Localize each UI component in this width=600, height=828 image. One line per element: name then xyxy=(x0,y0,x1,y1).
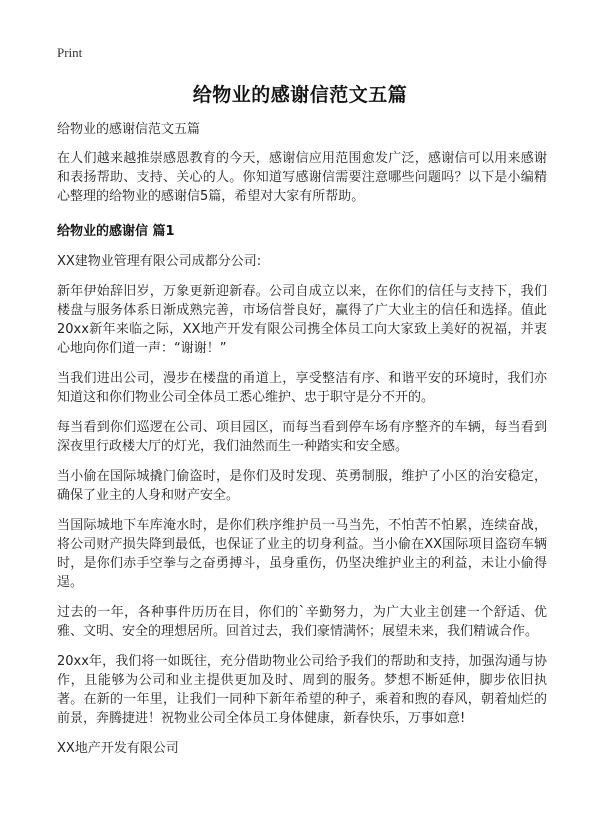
letter-paragraph: 当我们进出公司，漫步在楼盘的甬道上，享受整洁有序、和谐平安的环境时，我们亦知道这和你们物业公司全体员工悉心维护、忠于职守是分不开的。 xyxy=(57,371,547,405)
letter-paragraph: 20xx年，我们将一如既往，充分借助物业公司给予我们的帮助和支持，加强沟通与协作，且能够为公司和业主提供更加及时、周到的服务。梦想不断延伸，脚步依旧执著。在新的一年里，让我们一同种下新年希望的种子，乘着和煦的春风，朝着灿烂的前景，奔腾捷进！祝物业公司全体员工身体健康，新春快乐，万事如意! xyxy=(57,654,547,726)
section-heading: 给物业的感谢信 篇1 xyxy=(57,224,175,239)
letter-signature: XX地产开发有限公司 xyxy=(57,741,179,756)
article-body xyxy=(57,120,547,769)
intro-paragraph: 在人们越来越推崇感恩教育的今天，感谢信应用范围愈发广泛，感谢信可以用来感谢和表扬帮助、支持、关心的人。你知道写感谢信需要注意哪些问题吗？以下是小编精心整理的给物业的感谢信5篇，希望对大家有所帮助。 xyxy=(57,151,547,204)
page-title: 给物业的感谢信范文五篇 xyxy=(192,84,408,106)
letter-paragraph: 过去的一年，各种事件历历在目，你们的`辛勤努力，为广大业主创建一个舒适、优雅、文明、安全的理想居所。回首过去，我们豪情满怀；展望未来，我们精诚合作。 xyxy=(57,605,547,639)
letter-paragraph: 每当看到你们巡逻在公司、项目园区，而每当看到停车场有序整齐的车辆，每当看到深夜里行政楼大厅的灯光，我们油然而生一种踏实和安全感。 xyxy=(57,420,547,454)
article-subtitle: 给物业的感谢信范文五篇 xyxy=(57,122,201,137)
letter-paragraph: 新年伊始辞旧岁，万象更新迎新春。公司自成立以来，在你们的信任与支持下，我们楼盘与服务体系日渐成熟完善，市场信誉良好，赢得了广大业主的信任和选择。值此20xx新年来临之际，XX地产开发有限公司携全体员工向大家致上美好的祝福，并衷心地向你们道一声：“谢谢！” xyxy=(57,284,547,356)
print-link[interactable]: Print xyxy=(57,45,83,60)
letter-paragraph: 当小偷在国际城撬门偷盗时，是你们及时发现、英勇制服，维护了小区的治安稳定，确保了业主的人身和财产安全。 xyxy=(57,469,547,503)
letter-paragraph: 当国际城地下车库淹水时，是你们秩序维护员一马当先，不怕苦不怕累，连续奋战，将公司财产损失降到最低，也保证了业主的切身利益。当小偷在XX国际项目盗窃车辆时，是你们赤手空拳与之奋勇搏斗，虽身重伤，仍坚决维护业主的利益，未让小偷得逞。 xyxy=(57,518,547,590)
letter-salutation: XX建物业管理有限公司成都分公司: xyxy=(57,254,262,269)
